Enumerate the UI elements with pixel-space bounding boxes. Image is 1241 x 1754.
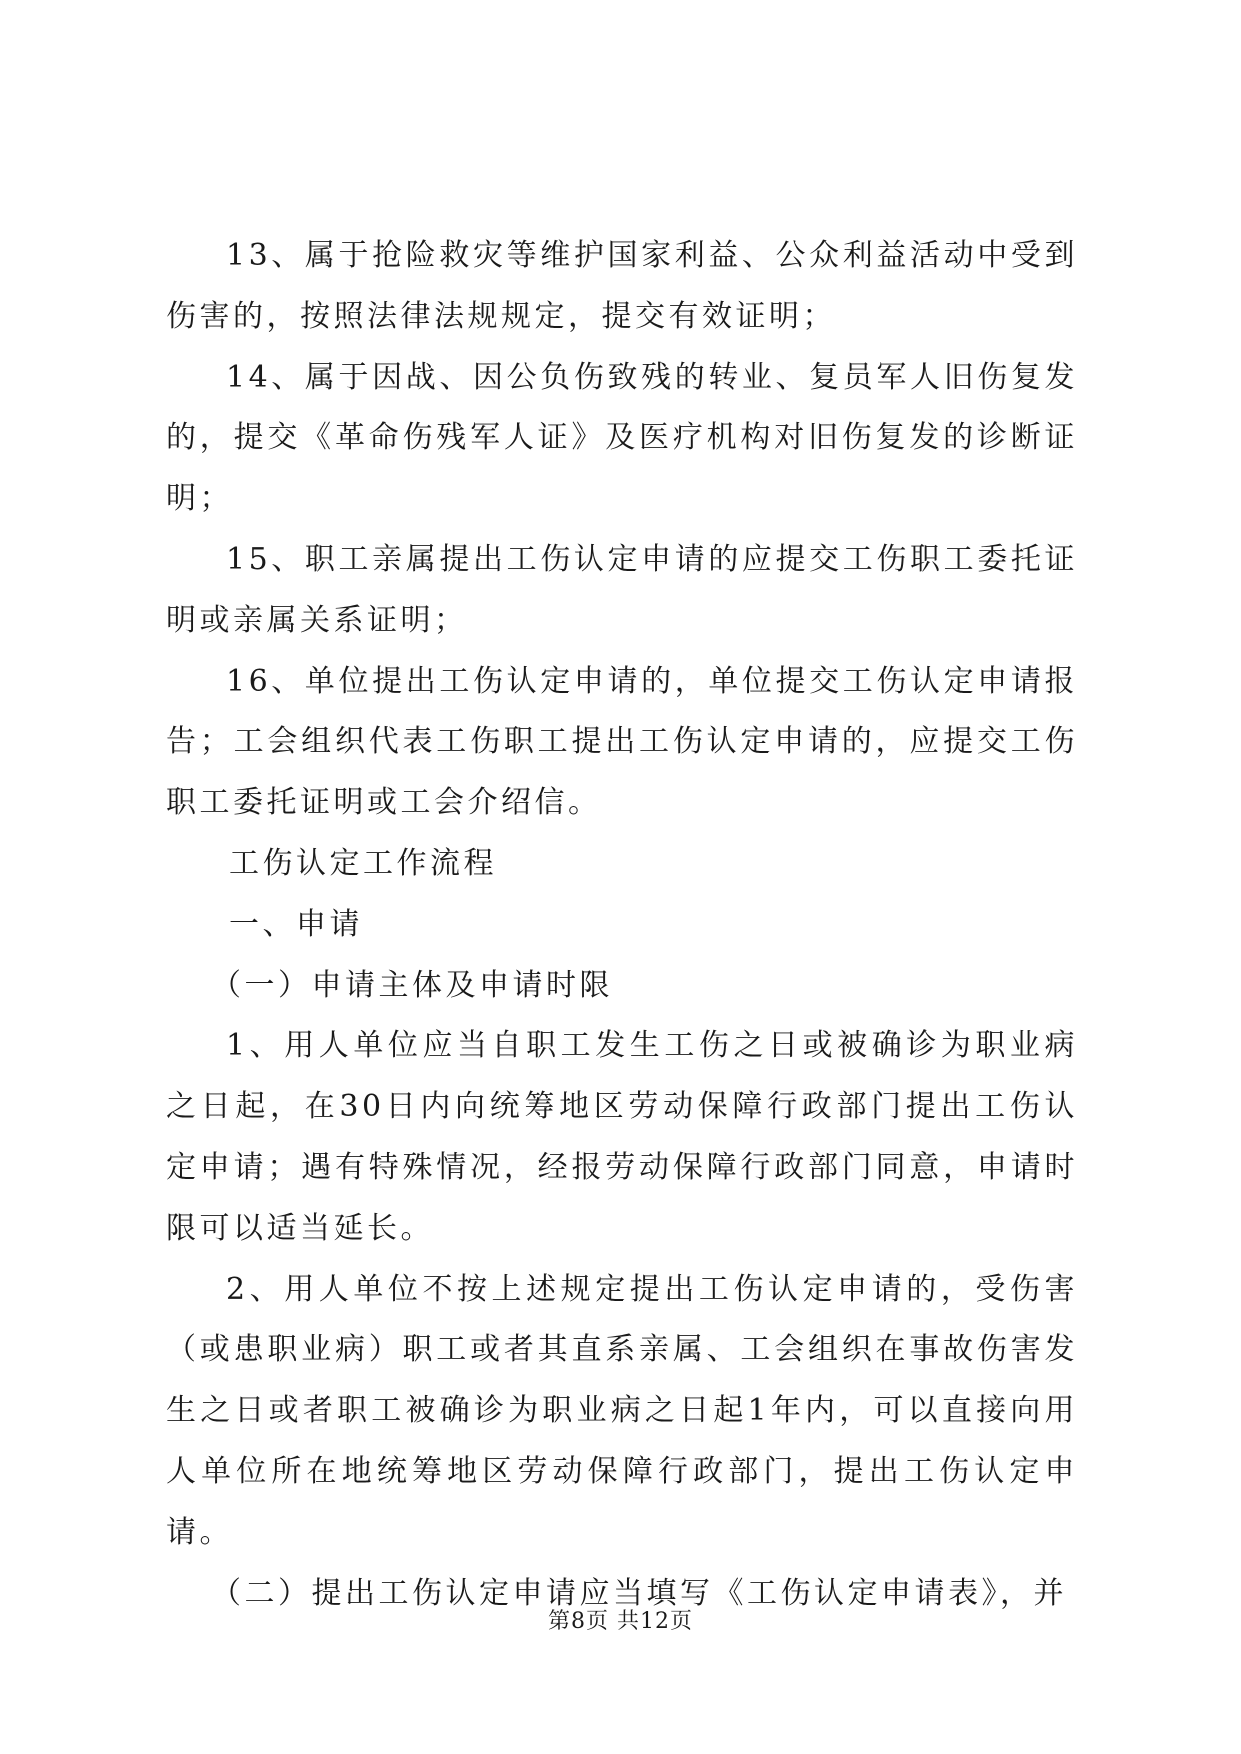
paragraph-item-1: 1、用人单位应当自职工发生工伤之日或被确诊为职业病之日起，在30日内向统筹地区劳动保障行政部门提出工伤认定申请；遇有特殊情况，经报劳动保障行政部门同意，申请时限可以适当延长。 [166, 1028, 1078, 1246]
page-number-footer: 第8页 共12页 [548, 1609, 693, 1634]
paragraph-item-15: 15、职工亲属提出工伤认定申请的应提交工伤职工委托证明或亲属关系证明； [166, 541, 1078, 638]
paragraph-item-13: 13、属于抢险救灾等维护国家利益、公众利益活动中受到伤害的，按照法律法规规定，提交有效证明； [166, 238, 1078, 334]
section-heading-application: 一、申请 [229, 906, 363, 942]
paragraph-item-16: 16、单位提出工伤认定申请的，单位提交工伤认定申请报告；工会组织代表工伤职工提出工伤认定申请的，应提交工伤职工委托证明或工会介绍信。 [166, 663, 1078, 821]
section-title-workflow: 工伤认定工作流程 [229, 845, 497, 881]
subsection-heading-application-form: （二）提出工伤认定申请应当填写《工伤认定申请表》，并 [211, 1575, 1067, 1611]
paragraph-item-14: 14、属于因战、因公负伤致残的转业、复员军人旧伤复发的，提交《革命伤残军人证》及医疗机构对旧伤复发的诊断证明； [166, 359, 1078, 517]
document-body [166, 226, 1078, 1624]
subsection-heading-subject-deadline: （一）申请主体及申请时限 [211, 967, 613, 1003]
paragraph-item-2: 2、用人单位不按上述规定提出工伤认定申请的，受伤害（或患职业病）职工或者其直系亲属、工会组织在事故伤害发生之日或者职工被确诊为职业病之日起1年内，可以直接向用人单位所在地统筹地区劳动保障行政部门，提出工伤认定申请。 [166, 1271, 1078, 1550]
